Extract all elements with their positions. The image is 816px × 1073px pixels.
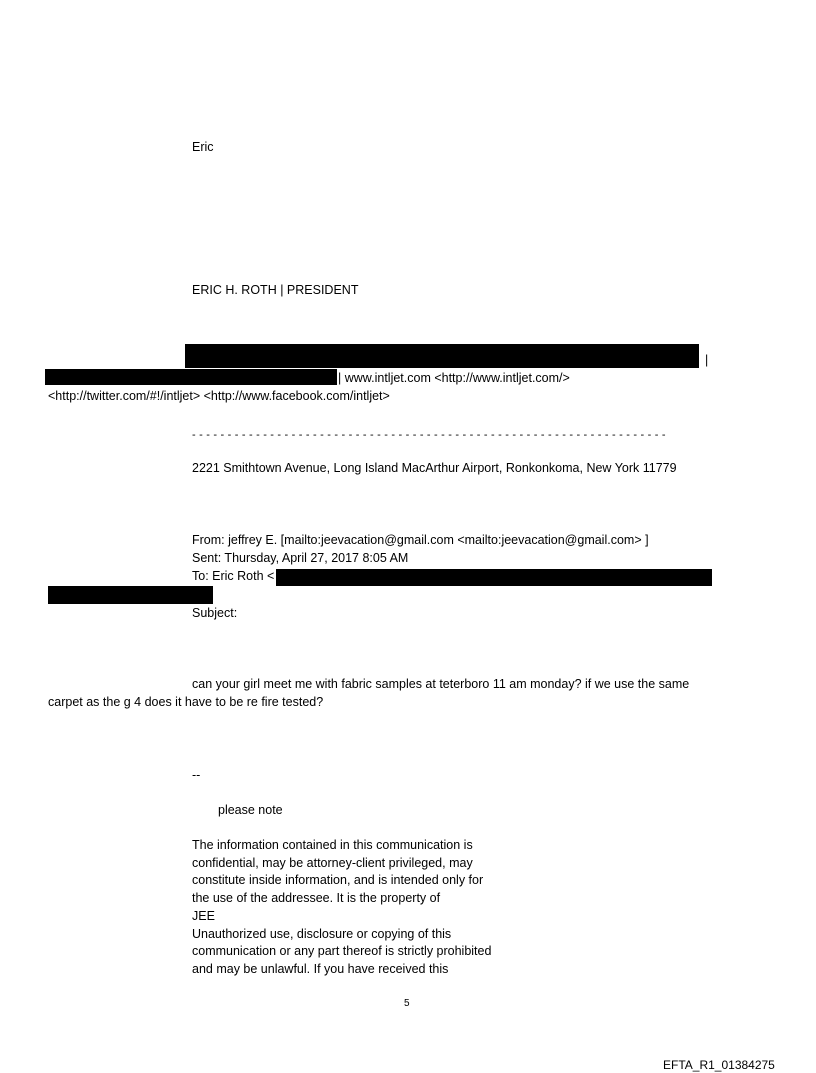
redaction-block [185, 344, 699, 368]
header-from: From: jeffrey E. [mailto:jeevacation@gmail.com <mailto:jeevacation@gmail.com> ] [192, 533, 649, 547]
redaction-block [48, 586, 213, 604]
header-to: To: Eric Roth < [192, 569, 275, 583]
disclaimer-line: communication or any part thereof is strictly prohibited [192, 944, 492, 958]
signature-pipe: | [705, 353, 709, 367]
header-sent: Sent: Thursday, April 27, 2017 8:05 AM [192, 551, 409, 565]
disclaimer-line: the use of the addressee. It is the property of [192, 891, 441, 905]
redaction-block [45, 369, 337, 385]
signature-divider: - - - - - - - - - - - - - - - - - - - - - - - - - - - - - - - - - - - - - - - - - - - - - - - - - - - - - - - - - - - - - - - - - - - [192, 429, 666, 441]
footer-dashes: -- [192, 768, 201, 782]
page-number: 5 [404, 998, 410, 1009]
redaction-block [276, 569, 712, 586]
body-line-1: can your girl meet me with fabric samples at teterboro 11 am monday? if we use the same [192, 677, 690, 691]
signature-name-title: ERIC H. ROTH | PRESIDENT [192, 283, 359, 297]
disclaimer-line: and may be unlawful. If you have received this [192, 962, 449, 976]
disclaimer-line: The information contained in this communication is [192, 838, 473, 852]
signature-social-line: <http://twitter.com/#!/intljet> <http://www.facebook.com/intljet> [48, 389, 390, 403]
signature-address: 2221 Smithtown Avenue, Long Island MacArthur Airport, Ronkonkoma, New York 11779 [192, 461, 677, 475]
document-id: EFTA_R1_01384275 [663, 1058, 775, 1072]
body-line-2: carpet as the g 4 does it have to be re fire tested? [48, 695, 324, 709]
disclaimer-line: JEE [192, 909, 215, 923]
signature-web-line: | www.intljet.com <http://www.intljet.com/> [338, 371, 570, 385]
disclaimer-line: Unauthorized use, disclosure or copying of this [192, 927, 452, 941]
header-subject: Subject: [192, 606, 238, 620]
disclaimer-line: confidential, may be attorney-client privileged, may [192, 856, 473, 870]
footer-please-note: please note [218, 803, 283, 817]
salutation: Eric [192, 140, 214, 154]
disclaimer-line: constitute inside information, and is intended only for [192, 873, 484, 887]
